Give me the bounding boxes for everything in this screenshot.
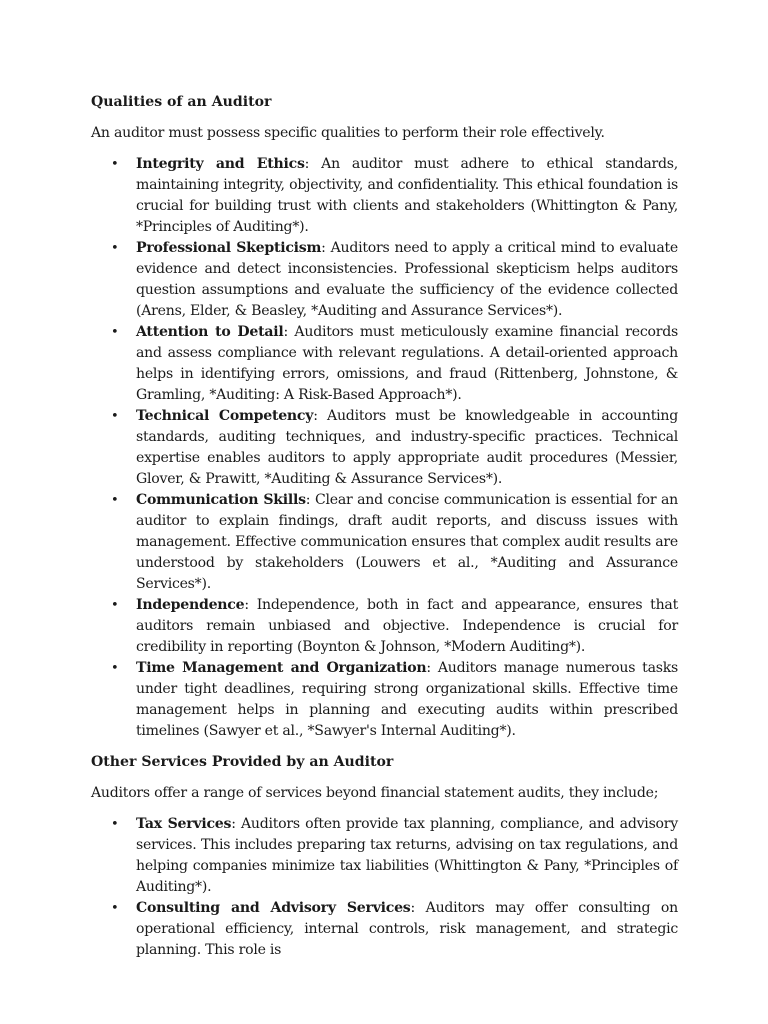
list-item <box>91 490 678 595</box>
bullet-icon: • <box>111 157 119 172</box>
list-item <box>91 814 678 898</box>
list-item-term: Communication Skills <box>136 492 306 508</box>
list-item-text: : Auditors must be knowledgeable in accounting standards, auditing techniques, and industry-specific practices. Technical expertise enables auditors to apply appropriate audit procedures (Messier, Glover, & Prawitt, *Auditing & Assurance Services*). <box>136 408 678 487</box>
bullet-icon: • <box>111 598 119 613</box>
list-item-text: : Auditors may offer consulting on operational efficiency, internal controls, risk management, and strategic planning. This role is <box>136 900 678 958</box>
section-heading-qualities: Qualities of an Auditor <box>91 94 272 110</box>
list-item-text: : Auditors often provide tax planning, compliance, and advisory services. This includes preparing tax returns, advising on tax regulations, and helping companies minimize tax liabilities (Whittington & Pany, *Principles of Auditing*). <box>136 816 678 895</box>
list-item <box>91 238 678 322</box>
list-item <box>91 898 678 961</box>
services-list <box>91 814 678 961</box>
list-item-text: : Auditors must meticulously examine financial records and assess compliance with relevant regulations. A detail-oriented approach helps in identifying errors, omissions, and fraud (Rittenberg, Johnstone, & Gramling, *Auditing: A Risk-Based Approach*). <box>136 324 678 403</box>
services-intro-paragraph: Auditors offer a range of services beyond financial statement audits, they include; <box>91 785 659 801</box>
list-item <box>91 658 678 742</box>
list-item <box>91 322 678 406</box>
list-item <box>91 595 678 658</box>
list-item-text: : Auditors need to apply a critical mind to evaluate evidence and detect inconsistencies. Professional skepticism helps auditors question assumptions and evaluate the sufficiency of the evidence collected (Arens, Elder, & Beasley, *Auditing and Assurance Services*). <box>136 240 678 319</box>
list-item-term: Attention to Detail <box>136 324 284 340</box>
document-page <box>91 92 678 971</box>
bullet-icon: • <box>111 409 119 424</box>
qualities-intro-paragraph: An auditor must possess specific qualities to perform their role effectively. <box>91 125 605 141</box>
bullet-icon: • <box>111 241 119 256</box>
bullet-icon: • <box>111 901 119 916</box>
list-item-text: : Independence, both in fact and appearance, ensures that auditors remain unbiased and objective. Independence is crucial for credibility in reporting (Boynton & Johnson, *Modern Auditing*). <box>136 597 678 655</box>
list-item-term: Time Management and Organization <box>136 660 427 676</box>
list-item-text: : Auditors manage numerous tasks under tight deadlines, requiring strong organizational skills. Effective time management helps in planning and executing audits within prescribed timelines (Sawyer et al., *Sawyer's Internal Auditing*). <box>136 660 678 739</box>
qualities-list <box>91 154 678 742</box>
bullet-icon: • <box>111 325 119 340</box>
bullet-icon: • <box>111 493 119 508</box>
list-item-text: : An auditor must adhere to ethical standards, maintaining integrity, objectivity, and confidentiality. This ethical foundation is crucial for building trust with clients and stakeholders (Whittington & Pany, *Principles of Auditing*). <box>136 156 678 235</box>
list-item <box>91 406 678 490</box>
bullet-icon: • <box>111 661 119 676</box>
list-item-term: Consulting and Advisory Services <box>136 900 411 916</box>
list-item-term: Independence <box>136 597 245 613</box>
section-heading-other-services: Other Services Provided by an Auditor <box>91 754 394 770</box>
list-item <box>91 154 678 238</box>
bullet-icon: • <box>111 817 119 832</box>
list-item-term: Tax Services <box>136 816 232 832</box>
list-item-term: Technical Competency <box>136 408 314 424</box>
list-item-term: Professional Skepticism <box>136 240 322 256</box>
list-item-term: Integrity and Ethics <box>136 156 305 172</box>
list-item-text: : Clear and concise communication is essential for an auditor to explain findings, draft audit reports, and discuss issues with management. Effective communication ensures that complex audit results are understood by stakeholders (Louwers et al., *Auditing and Assurance Services*). <box>136 492 678 592</box>
